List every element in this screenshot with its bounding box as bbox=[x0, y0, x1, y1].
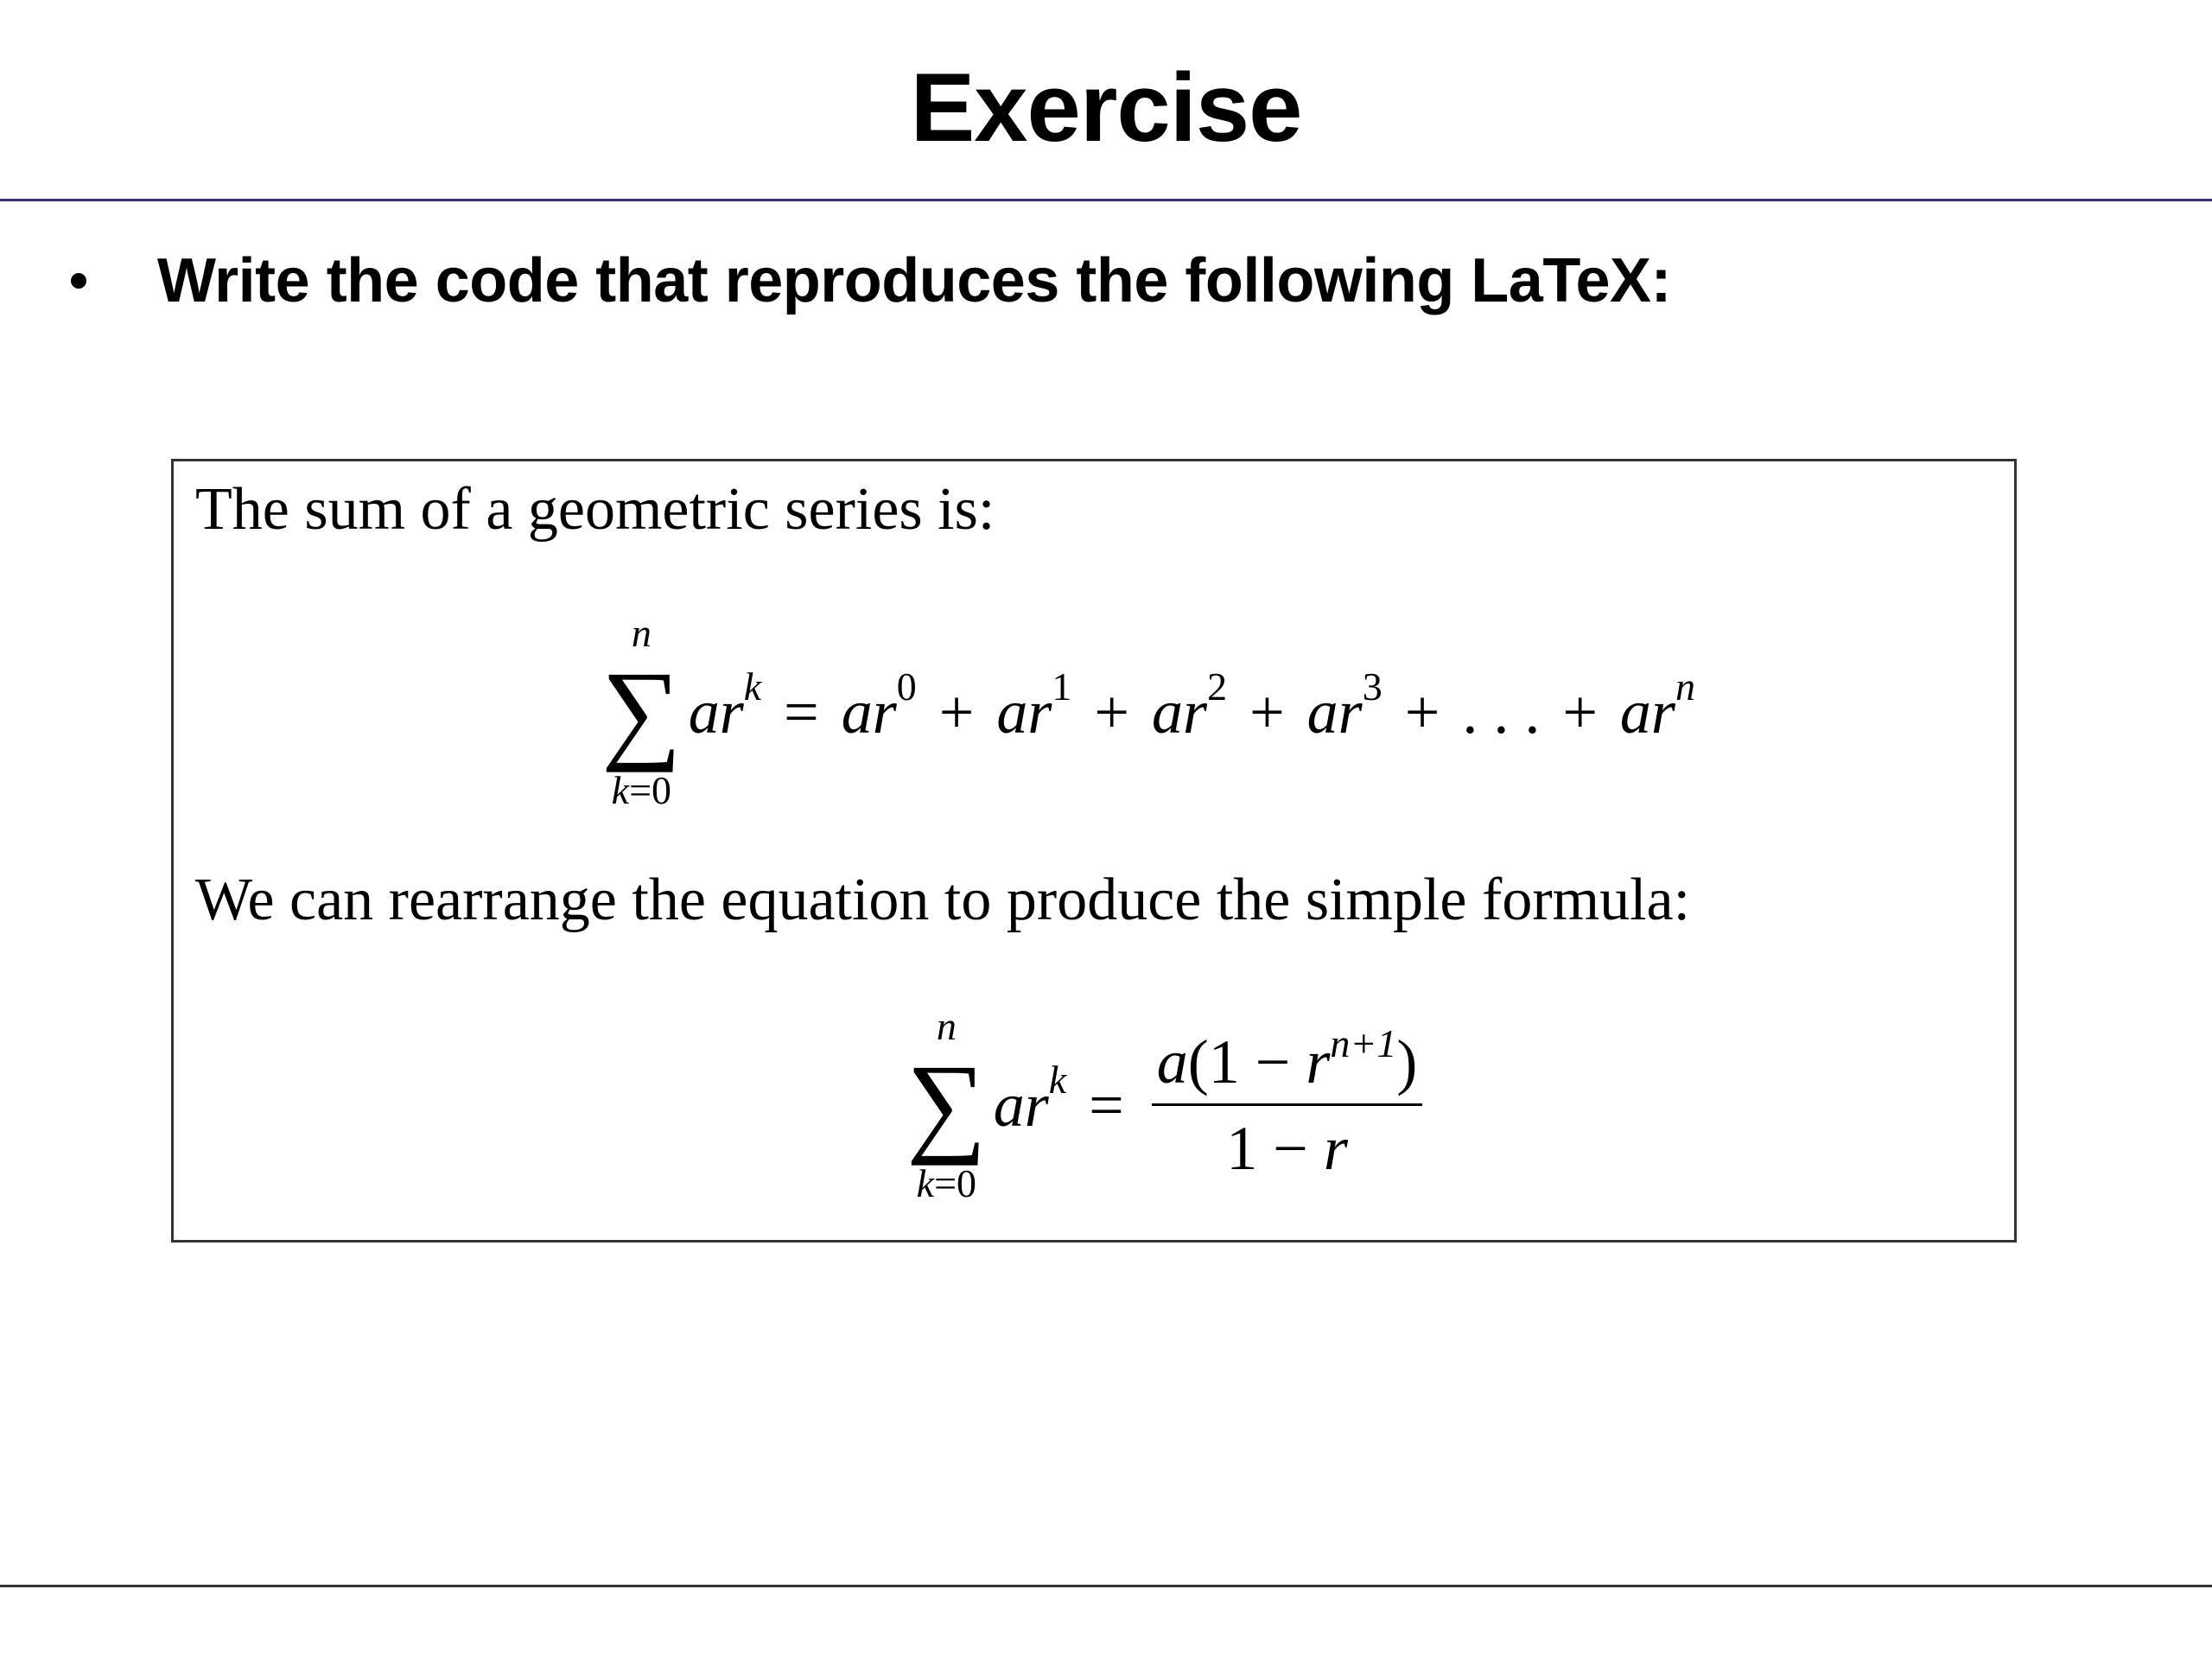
term-exponent: 2 bbox=[1207, 664, 1228, 709]
sigma-icon: ∑ bbox=[601, 649, 682, 774]
fraction-denominator bbox=[1226, 1106, 1348, 1185]
plus-sign: + bbox=[938, 677, 975, 747]
term-base: ar bbox=[996, 677, 1052, 747]
term-base: ar bbox=[1152, 677, 1208, 747]
bullet-dot-icon bbox=[71, 273, 86, 289]
sum-index-var: k bbox=[916, 1160, 935, 1205]
term-exponent: n bbox=[1675, 664, 1695, 709]
numerator-exponent: n+1 bbox=[1330, 1020, 1397, 1065]
equation-geometric-sum bbox=[601, 613, 1695, 811]
plus-sign: + bbox=[1094, 677, 1130, 747]
equals-sign: = bbox=[1089, 1070, 1124, 1140]
paragraph-rearrange: We can rearrange the equation to produce the simple formula: bbox=[195, 867, 1691, 933]
term-base: ar bbox=[1619, 677, 1675, 747]
term-exponent: 0 bbox=[896, 664, 917, 709]
fraction bbox=[1152, 1020, 1423, 1185]
term-base: ar bbox=[993, 1070, 1049, 1140]
equals-sign: = bbox=[784, 677, 819, 747]
ellipsis: . . . bbox=[1462, 677, 1541, 747]
footer-divider bbox=[0, 1585, 2212, 1587]
bullet-item bbox=[62, 238, 1671, 324]
denominator-one: 1 − bbox=[1226, 1113, 1324, 1183]
numerator-r: r bbox=[1306, 1027, 1331, 1096]
sum-upper-limit: n bbox=[631, 611, 652, 656]
term-exponent: k bbox=[1048, 1057, 1067, 1102]
sigma-icon: ∑ bbox=[906, 1042, 987, 1167]
fraction-numerator bbox=[1152, 1020, 1423, 1103]
plus-sign: + bbox=[1562, 677, 1598, 747]
numerator-open: (1 − bbox=[1187, 1027, 1306, 1096]
slide-title: Exercise bbox=[910, 54, 1302, 162]
term-exponent: 3 bbox=[1362, 664, 1382, 709]
title-divider bbox=[0, 199, 2212, 201]
sum-index-start: =0 bbox=[934, 1160, 977, 1205]
equation-closed-form bbox=[906, 1006, 1422, 1205]
sum-upper-limit: n bbox=[936, 1004, 957, 1049]
term-exponent: 1 bbox=[1052, 664, 1072, 709]
sum-lower-limit bbox=[916, 1160, 977, 1205]
denominator-r: r bbox=[1323, 1113, 1348, 1183]
sum-index-var: k bbox=[611, 767, 630, 812]
numerator-a: a bbox=[1156, 1027, 1188, 1096]
latex-output-box bbox=[171, 459, 2017, 1243]
numerator-close: ) bbox=[1396, 1027, 1418, 1096]
plus-sign: + bbox=[1249, 677, 1285, 747]
sum-index-start: =0 bbox=[629, 767, 672, 812]
term-exponent: k bbox=[743, 664, 762, 709]
term-base: ar bbox=[841, 677, 897, 747]
term-base: ar bbox=[1306, 677, 1363, 747]
bullet-text: Write the code that reproduces the following LaTeX: bbox=[157, 246, 1671, 315]
summation bbox=[906, 1004, 987, 1205]
summation bbox=[601, 613, 682, 810]
plus-sign: + bbox=[1404, 677, 1440, 747]
sum-lower-limit bbox=[611, 767, 672, 812]
paragraph-geometric-series: The sum of a geometric series is: bbox=[195, 476, 995, 543]
term-base: ar bbox=[688, 677, 744, 747]
